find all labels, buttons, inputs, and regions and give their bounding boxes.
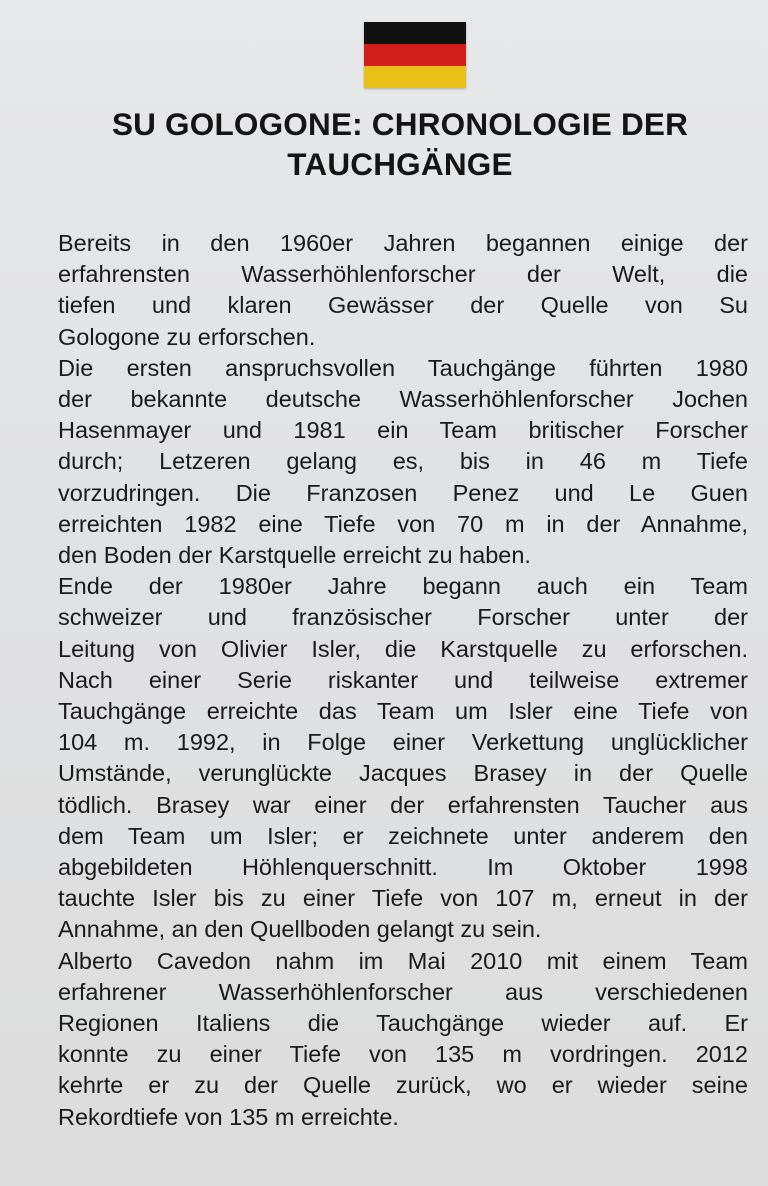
text-line: Ende der 1980er Jahre begann auch ein Team bbox=[58, 573, 748, 600]
text-line: kehrte er zu der Quelle zurück, wo er wieder seine bbox=[58, 1072, 748, 1099]
sign-title bbox=[30, 104, 768, 184]
text-line: vorzudringen. Die Franzosen Penez und Le Guen bbox=[58, 479, 748, 506]
text-line: Alberto Cavedon nahm im Mai 2010 mit einem Team bbox=[58, 947, 748, 974]
text-line: Die ersten anspruchsvollen Tauchgänge führten 1980 bbox=[58, 354, 748, 381]
text-line: Gologone zu erforschen. bbox=[58, 323, 316, 350]
text-line: tiefen und klaren Gewässer der Quelle von Su bbox=[58, 292, 748, 319]
text-line: konnte zu einer Tiefe von 135 m vordringen. 2012 bbox=[58, 1041, 748, 1068]
text-line: Regionen Italiens die Tauchgänge wieder auf. Er bbox=[58, 1010, 748, 1037]
flag-band-red bbox=[364, 44, 466, 66]
text-line: durch; Letzeren gelang es, bis in 46 m Tiefe bbox=[58, 448, 748, 475]
text-line: schweizer und französischer Forscher unter der bbox=[58, 604, 748, 631]
text-line: der bekannte deutsche Wasserhöhlenforscher Jochen bbox=[58, 386, 748, 413]
text-line: Tauchgänge erreichte das Team um Isler eine Tiefe von bbox=[58, 698, 748, 725]
german-flag-icon bbox=[364, 22, 466, 88]
text-line: Leitung von Olivier Isler, die Karstquelle zu erforschen. bbox=[58, 635, 748, 662]
flag-band-gold bbox=[364, 66, 466, 88]
text-line: tödlich. Brasey war einer der erfahrensten Taucher aus bbox=[58, 791, 748, 818]
text-line: erreichten 1982 eine Tiefe von 70 m in der Annahme, bbox=[58, 510, 748, 537]
text-line: den Boden der Karstquelle erreicht zu haben. bbox=[58, 542, 531, 569]
text-line: erfahrensten Wasserhöhlenforscher der Welt, die bbox=[58, 261, 748, 288]
chronology-text bbox=[58, 228, 748, 1133]
text-line: Rekordtiefe von 135 m erreichte. bbox=[58, 1103, 399, 1130]
text-line: Hasenmayer und 1981 ein Team britischer Forscher bbox=[58, 417, 748, 444]
text-line: 104 m. 1992, in Folge einer Verkettung unglücklicher bbox=[58, 729, 748, 756]
title-line: TAUCHGÄNGE bbox=[287, 146, 513, 182]
flag-band-black bbox=[364, 22, 466, 44]
text-line: abgebildeten Höhlenquerschnitt. Im Oktober 1998 bbox=[58, 854, 748, 881]
text-line: tauchte Isler bis zu einer Tiefe von 107 m, erneut in der bbox=[58, 885, 748, 912]
text-line: Nach einer Serie riskanter und teilweise extremer bbox=[58, 666, 748, 693]
title-line: SU GOLOGONE: CHRONOLOGIE DER bbox=[111, 106, 689, 142]
text-line: Bereits in den 1960er Jahren begannen einige der bbox=[58, 230, 748, 256]
text-line: Annahme, an den Quellboden gelangt zu sein. bbox=[58, 916, 542, 943]
text-line: erfahrener Wasserhöhlenforscher aus verschiedenen bbox=[58, 978, 748, 1005]
text-line: Umstände, verunglückte Jacques Brasey in der Quelle bbox=[58, 760, 748, 787]
text-line: dem Team um Isler; er zeichnete unter anderem den bbox=[58, 822, 748, 849]
